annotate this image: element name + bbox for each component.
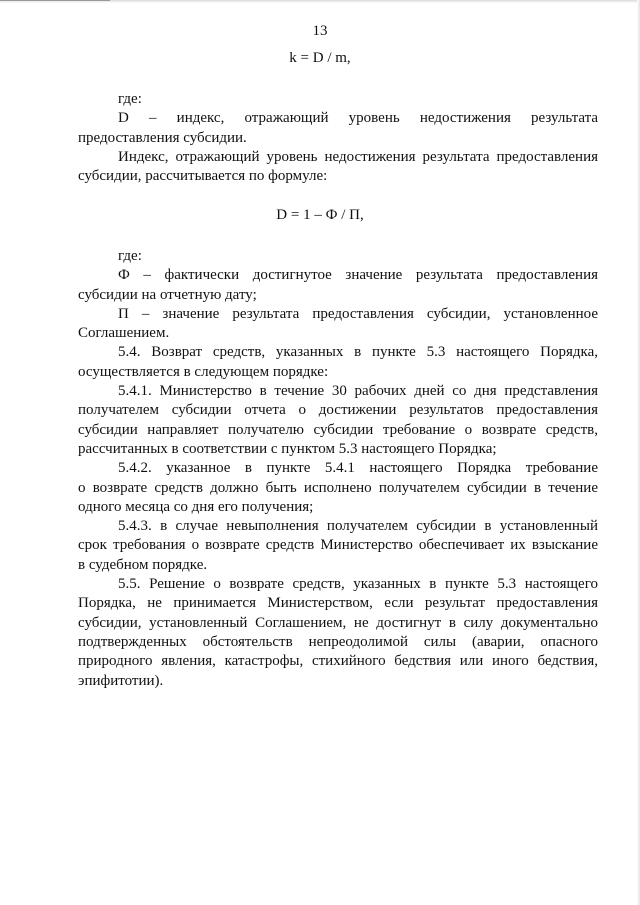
text-line: субсидии направляет получателю субсидии требование о возврате средств, <box>78 421 598 438</box>
text-line: подтвержденных обстоятельств непреодолимой силы (аварии, опасного <box>78 633 598 650</box>
text-line: Индекс, отражающий уровень недостижения результата предоставления <box>118 148 598 165</box>
text-line: субсидии на отчетную дату; <box>78 286 257 303</box>
text-line: в судебном порядке. <box>78 556 208 573</box>
text-line: рассчитанных в соответствии с пунктом 5.3 настоящего Порядка; <box>78 440 497 457</box>
page-number: 13 <box>312 23 328 39</box>
text-line: 5.4.3. в случае невыполнения получателем субсидии в установленный <box>118 518 598 535</box>
text-line: субсидии, установленный Соглашением, не достигнут в силу документально <box>78 614 598 631</box>
text-line: Порядка, не принимается Министерством, если результат предоставления <box>78 595 598 612</box>
text-line: П – значение результата предоставления субсидии, установленное <box>118 305 598 322</box>
text-block-return-procedure <box>78 247 598 691</box>
text-line: Ф – фактически достигнутое значение результата предоставления <box>118 267 598 284</box>
text-line: осуществляется в следующем порядке: <box>78 363 329 380</box>
text-line: субсидии, рассчитывается по формуле: <box>78 168 328 185</box>
text-line: получателем субсидии отчета о достижении результатов предоставления <box>78 402 598 419</box>
text-line: где: <box>118 91 142 107</box>
text-line: предоставления субсидии. <box>78 129 247 146</box>
text-line: D – индекс, отражающий уровень недостижения результата <box>118 110 598 127</box>
text-line: срок требования о возврате средств Министерство обеспечивает их взыскание <box>78 537 598 554</box>
formula-d: D = 1 – Ф / П, <box>276 207 364 223</box>
text-line: эпифитотии). <box>78 672 164 689</box>
text-line: 5.4. Возврат средств, указанных в пункте 5.3 настоящего Порядка, <box>118 344 598 361</box>
text-line: природного явления, катастрофы, стихийного бедствия или иного бедствия, <box>78 653 598 670</box>
text-block-index-definition <box>78 90 598 186</box>
text-line: Соглашением. <box>78 325 170 342</box>
text-line: где: <box>118 248 142 264</box>
formula-k: k = D / m, <box>289 50 351 66</box>
text-line: одного месяца со дня его получения; <box>78 498 314 515</box>
text-line: 5.5. Решение о возврате средств, указанных в пункте 5.3 настоящего <box>118 576 598 593</box>
text-line: о возврате средств должно быть исполнено получателем субсидии в течение <box>78 479 598 496</box>
scan-mark <box>0 0 110 1</box>
text-line: 5.4.2. указанное в пункте 5.4.1 настоящего Порядка требование <box>118 460 598 477</box>
text-line: 5.4.1. Министерство в течение 30 рабочих дней со дня представления <box>118 383 598 400</box>
